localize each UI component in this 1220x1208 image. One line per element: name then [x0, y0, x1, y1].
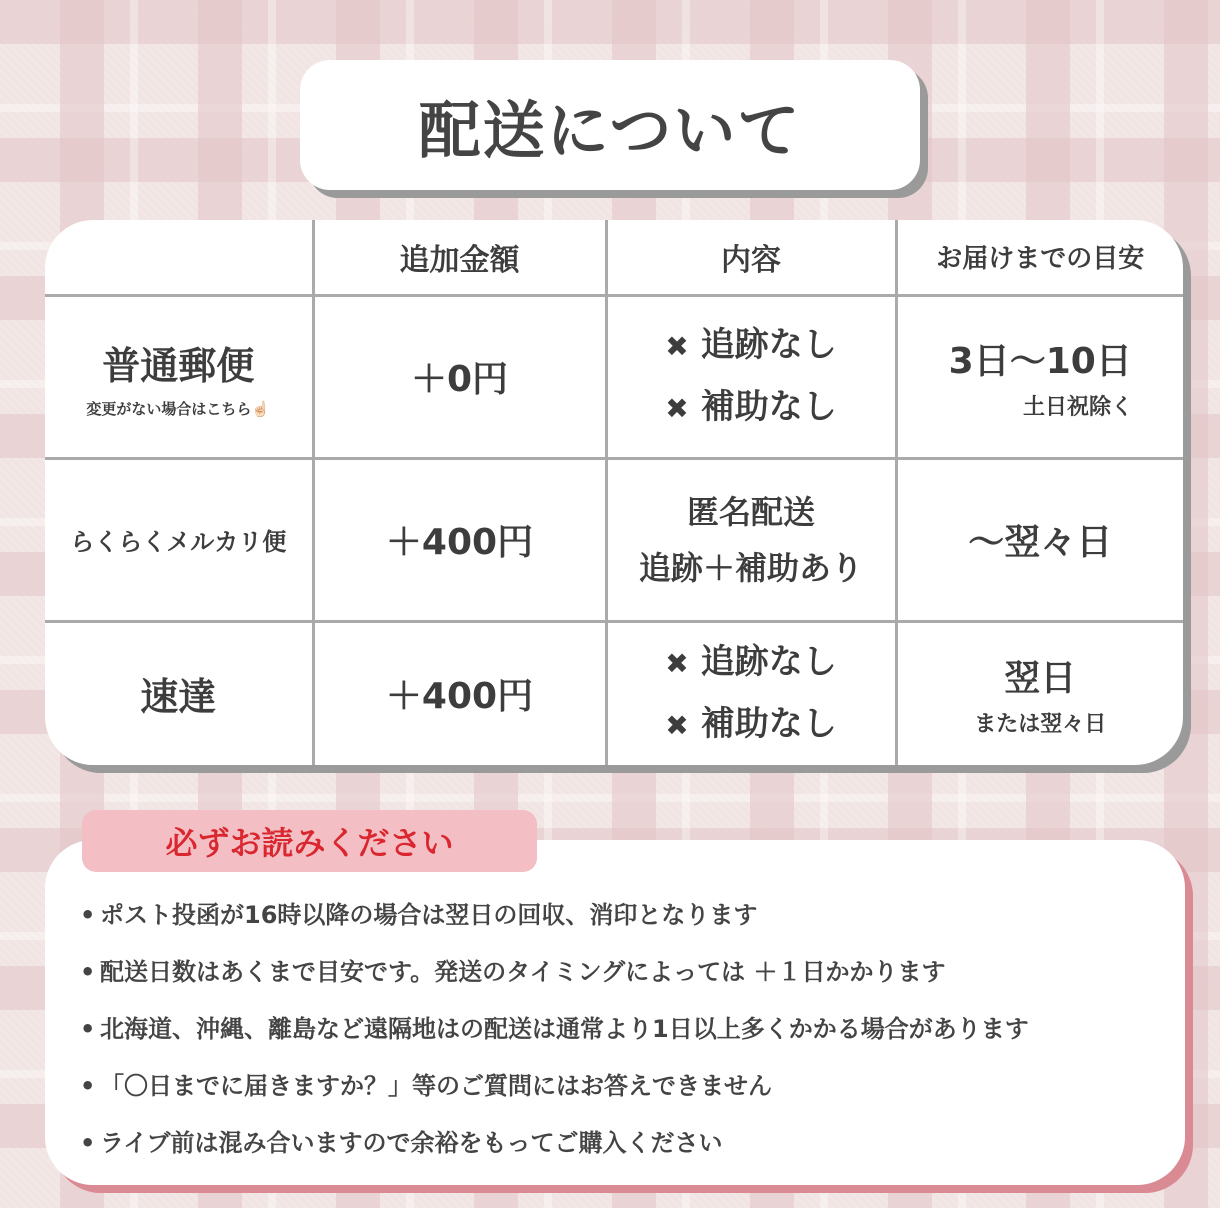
price-cell: ＋0円 [313, 295, 606, 458]
content-line: 追跡＋補助あり [638, 548, 863, 587]
list-item: • ポスト投函が16時以降の場合は翌日の回収、消印となります [80, 892, 1029, 949]
delivery-note: または翌々日 [974, 711, 1107, 737]
delivery-days: 3日〜10日 [948, 340, 1132, 382]
method-note: 変更がない場合はこちら☝🏻 [86, 399, 271, 418]
shipping-table-card [45, 220, 1183, 765]
list-item: • 北海道、沖縄、離島など遠隔地はの配送は通常より1日以上多くかかる場合があります [80, 1006, 1029, 1063]
table-row [45, 458, 1183, 621]
method-name: らくらくメルカリ便 [70, 528, 287, 556]
method-name: 速達 [140, 675, 217, 720]
delivery-cell [896, 621, 1183, 765]
cross-icon: ✖ [665, 646, 689, 680]
content-line: ✖ 追跡なし [665, 324, 837, 365]
cross-icon: ✖ [665, 329, 689, 363]
content-line: ✖ 補助なし [665, 386, 837, 427]
page-title: 配送について [418, 93, 802, 167]
notice-heading-tab [82, 810, 537, 872]
content-line: 匿名配送 [686, 492, 815, 531]
header-cell-content: 内容 [606, 220, 896, 295]
table-header-row [45, 220, 1183, 295]
notice-heading: 必ずお読みください [165, 824, 454, 862]
price-cell: ＋400円 [313, 458, 606, 621]
method-cell [45, 458, 313, 621]
title-card [300, 60, 920, 190]
delivery-note: 土日祝除く [1022, 394, 1133, 420]
content-cell [606, 295, 896, 458]
bullet-icon: • [80, 958, 96, 986]
shipping-table [45, 220, 1183, 765]
delivery-days: 〜翌々日 [968, 522, 1113, 563]
bullet-icon: • [80, 1129, 96, 1157]
delivery-cell [896, 295, 1183, 458]
list-item: • ライブ前は混み合いますので余裕をもってご購入ください [80, 1120, 1029, 1177]
table-row [45, 295, 1183, 458]
content-line: ✖ 補助なし [665, 703, 837, 744]
bullet-icon: • [80, 901, 96, 929]
bullet-icon: • [80, 1015, 96, 1043]
table-row [45, 621, 1183, 765]
header-cell-delivery: お届けまでの目安 [896, 220, 1183, 295]
list-item: • 「〇日までに届きますか？」等のご質問にはお答えできません [80, 1063, 1029, 1120]
cross-icon: ✖ [665, 708, 689, 742]
method-cell [45, 621, 313, 765]
content-cell [606, 621, 896, 765]
notice-list [80, 892, 1029, 1177]
delivery-days: 翌日 [1004, 657, 1077, 699]
header-cell-price: 追加金額 [313, 220, 606, 295]
content-line: ✖ 追跡なし [665, 641, 837, 682]
bullet-icon: • [80, 1072, 96, 1100]
cross-icon: ✖ [665, 391, 689, 425]
content-cell [606, 458, 896, 621]
price-cell: ＋400円 [313, 621, 606, 765]
delivery-cell [896, 458, 1183, 621]
method-cell [45, 295, 313, 458]
list-item: • 配送日数はあくまで目安です。発送のタイミングによっては ＋１日かかります [80, 949, 1029, 1006]
header-cell-empty [45, 220, 313, 295]
method-name: 普通郵便 [102, 343, 255, 388]
